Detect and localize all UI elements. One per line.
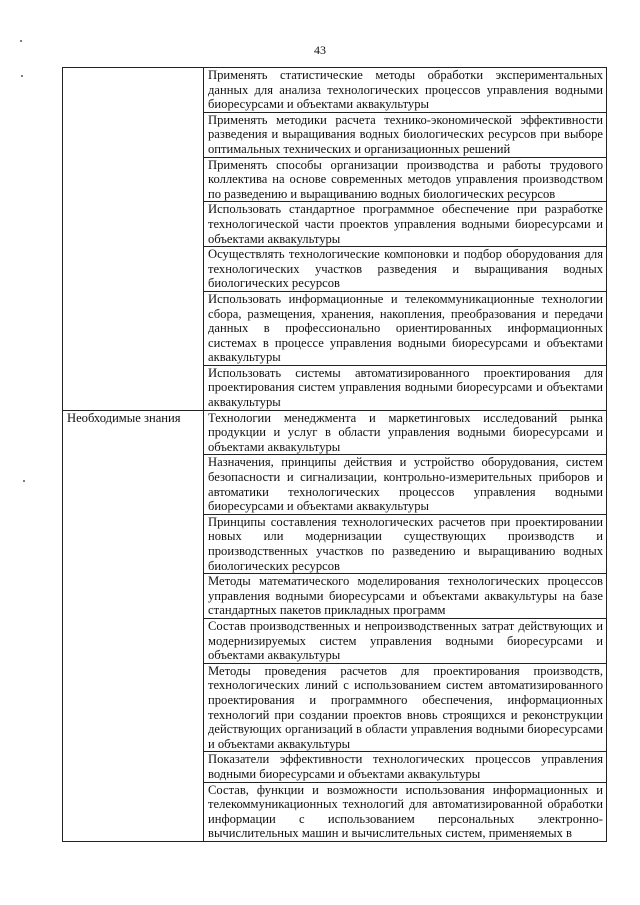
- skill-item: Использовать информационные и телекоммуникационные технологии сбора, размещения, хранения, накопления, преобразования и передачи данных в профессионально ориентированных информационных системах в процессе управления водными биоресурсами и объектами аквакультуры: [204, 291, 607, 365]
- skill-item: Применять методики расчета технико-экономической эффективности разведения и выращивания водных биологических ресурсов при выборе оптимальных технических и организационных решений: [204, 112, 607, 157]
- knowledge-item: Методы проведения расчетов для проектирования производств, технологических линий с использованием систем автоматизированного проектирования и программного обеспечения, информационных технологий при создании проектов вновь строящихся и реконструкции действующих организаций в области управления водными биоресурсами и объектами аквакультуры: [204, 663, 607, 752]
- page-number: 43: [314, 43, 326, 57]
- competency-table: [62, 67, 607, 842]
- knowledge-label-cell: Необходимые знания: [63, 410, 204, 841]
- table-row: [63, 410, 607, 455]
- skill-item: Применять статистические методы обработки экспериментальных данных для анализа технологических процессов управления водными биоресурсами и объектами аквакультуры: [204, 68, 607, 113]
- scan-speck: [21, 75, 23, 77]
- scan-speck: [23, 480, 25, 482]
- knowledge-item: Состав, функции и возможности использования информационных и телекоммуникационных технологий для автоматизированной обработки информации с использованием персональных электронно-вычислительных машин и вычислительных систем, применяемых в: [204, 782, 607, 841]
- skill-item: Осуществлять технологические компоновки и подбор оборудования для технологических участков разведения и выращивания водных биологических ресурсов: [204, 247, 607, 292]
- skill-item: Использовать стандартное программное обеспечение при разработке технологической части проектов управления водными биоресурсами и объектами аквакультуры: [204, 202, 607, 247]
- table-row: [63, 68, 607, 113]
- skill-item: Использовать системы автоматизированного проектирования для проектирования систем управления водными биоресурсами и объектами аквакультуры: [204, 365, 607, 410]
- knowledge-item: Принципы составления технологических расчетов при проектировании новых или модернизации существующих производств и производственных участков по разведению и выращиванию водных биологических ресурсов: [204, 514, 607, 573]
- skill-item: Применять способы организации производства и работы трудового коллектива на основе современных методов управления производством по разведению и выращиванию водных биологических ресурсов: [204, 157, 607, 202]
- knowledge-item: Состав производственных и непроизводственных затрат действующих и модернизируемых систем управления водными биоресурсами и объектами аквакультуры: [204, 618, 607, 663]
- scan-speck: [20, 40, 22, 42]
- skills-label-cell: [63, 68, 204, 411]
- knowledge-item: Технологии менеджмента и маркетинговых исследований рынка продукции и услуг в области управления водными биоресурсами и объектами аквакультуры: [204, 410, 607, 455]
- knowledge-item: Методы математического моделирования технологических процессов управления водными биоресурсами и объектами аквакультуры на базе стандартных пакетов прикладных программ: [204, 574, 607, 619]
- knowledge-item: Показатели эффективности технологических процессов управления водными биоресурсами и объектами аквакультуры: [204, 752, 607, 782]
- knowledge-item: Назначения, принципы действия и устройство оборудования, систем безопасности и сигнализации, контрольно-измерительных приборов и автоматики технологических процессов управления водными биоресурсами и объектами аквакультуры: [204, 455, 607, 514]
